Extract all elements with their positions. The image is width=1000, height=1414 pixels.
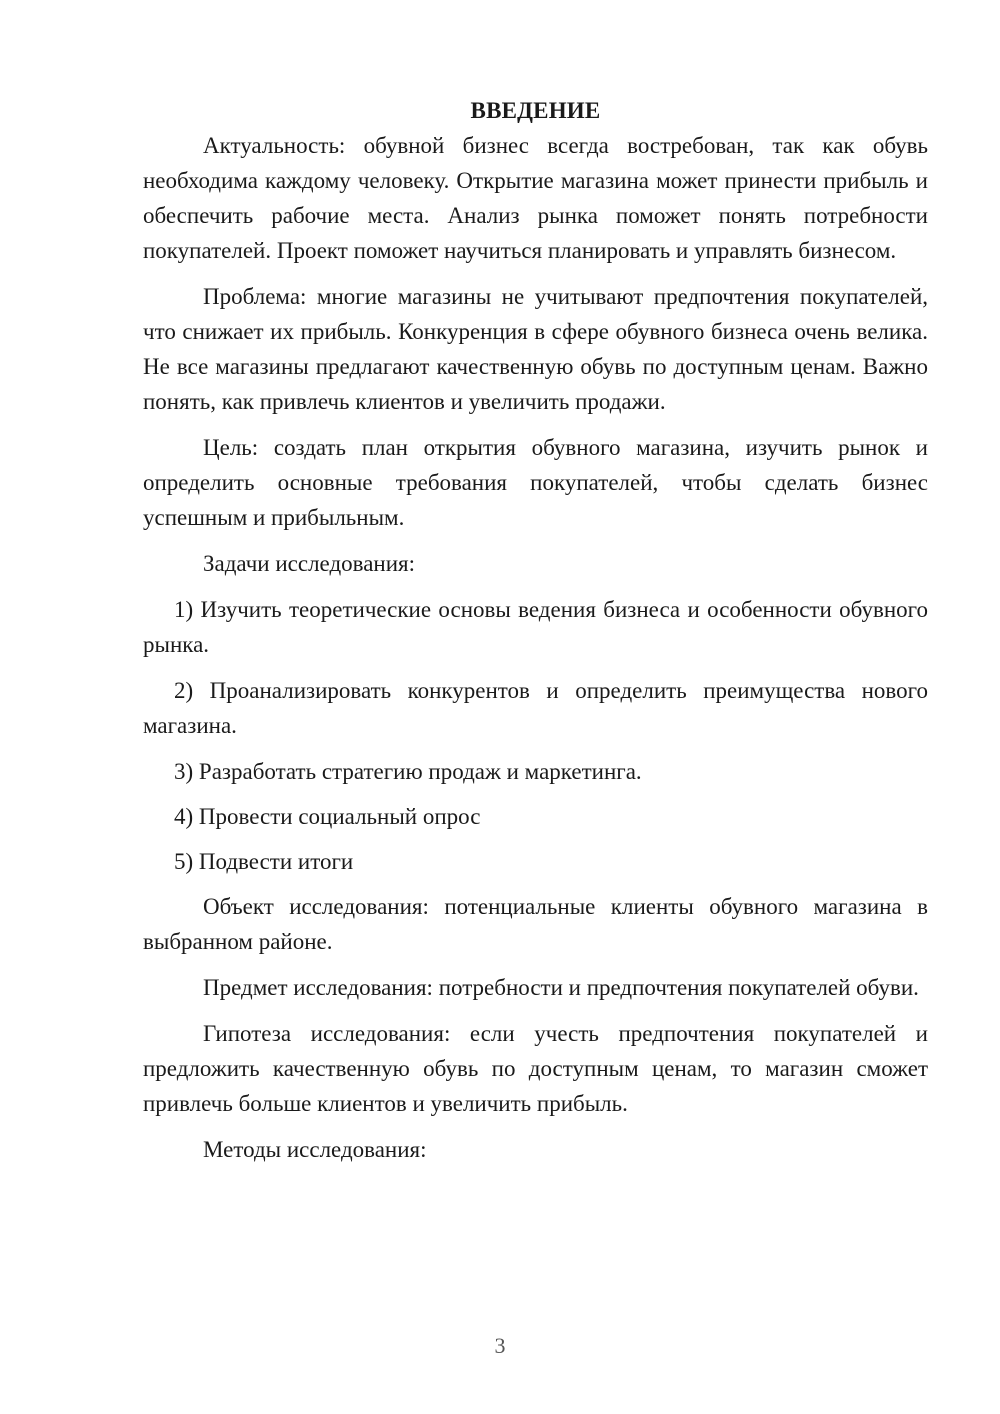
relevance-paragraph: Актуальность: обувной бизнес всегда востребован, так как обувь необходима каждому человеку. Открытие магазина может принести прибыль и обеспечить рабочие места. Анализ рынка поможет понять потребности покупателей. Проект поможет научиться планировать и управлять бизнесом. xyxy=(143,133,928,263)
methods-heading: Методы исследования: xyxy=(203,1137,427,1162)
task-item-1: 1) Изучить теоретические основы ведения бизнеса и особенности обувного рынка. xyxy=(143,597,928,657)
page-number: 3 xyxy=(494,1333,506,1358)
task-item-2: 2) Проанализировать конкурентов и определить преимущества нового магазина. xyxy=(143,678,928,738)
problem-paragraph: Проблема: многие магазины не учитывают предпочтения покупателей, что снижает их прибыль. Конкуренция в сфере обувного бизнеса очень велика. Не все магазины предлагают качественную обувь по доступным ценам. Важно понять, как привлечь клиентов и увеличить продажи. xyxy=(143,284,928,414)
page-content xyxy=(143,93,928,1178)
task-item-3: 3) Разработать стратегию продаж и маркетинга. xyxy=(174,759,642,784)
object-paragraph: Объект исследования: потенциальные клиенты обувного магазина в выбранном районе. xyxy=(143,894,928,954)
hypothesis-paragraph: Гипотеза исследования: если учесть предпочтения покупателей и предложить качественную обувь по доступным ценам, то магазин сможет привлечь больше клиентов и увеличить прибыль. xyxy=(143,1021,928,1116)
goal-paragraph: Цель: создать план открытия обувного магазина, изучить рынок и определить основные требования покупателей, чтобы сделать бизнес успешным и прибыльным. xyxy=(143,435,928,530)
subject-paragraph: Предмет исследования: потребности и предпочтения покупателей обуви. xyxy=(203,975,919,1000)
tasks-heading: Задачи исследования: xyxy=(203,551,416,576)
task-item-5: 5) Подвести итоги xyxy=(174,849,354,874)
section-title: ВВЕДЕНИЕ xyxy=(470,98,601,123)
task-item-4: 4) Провести социальный опрос xyxy=(174,804,481,829)
